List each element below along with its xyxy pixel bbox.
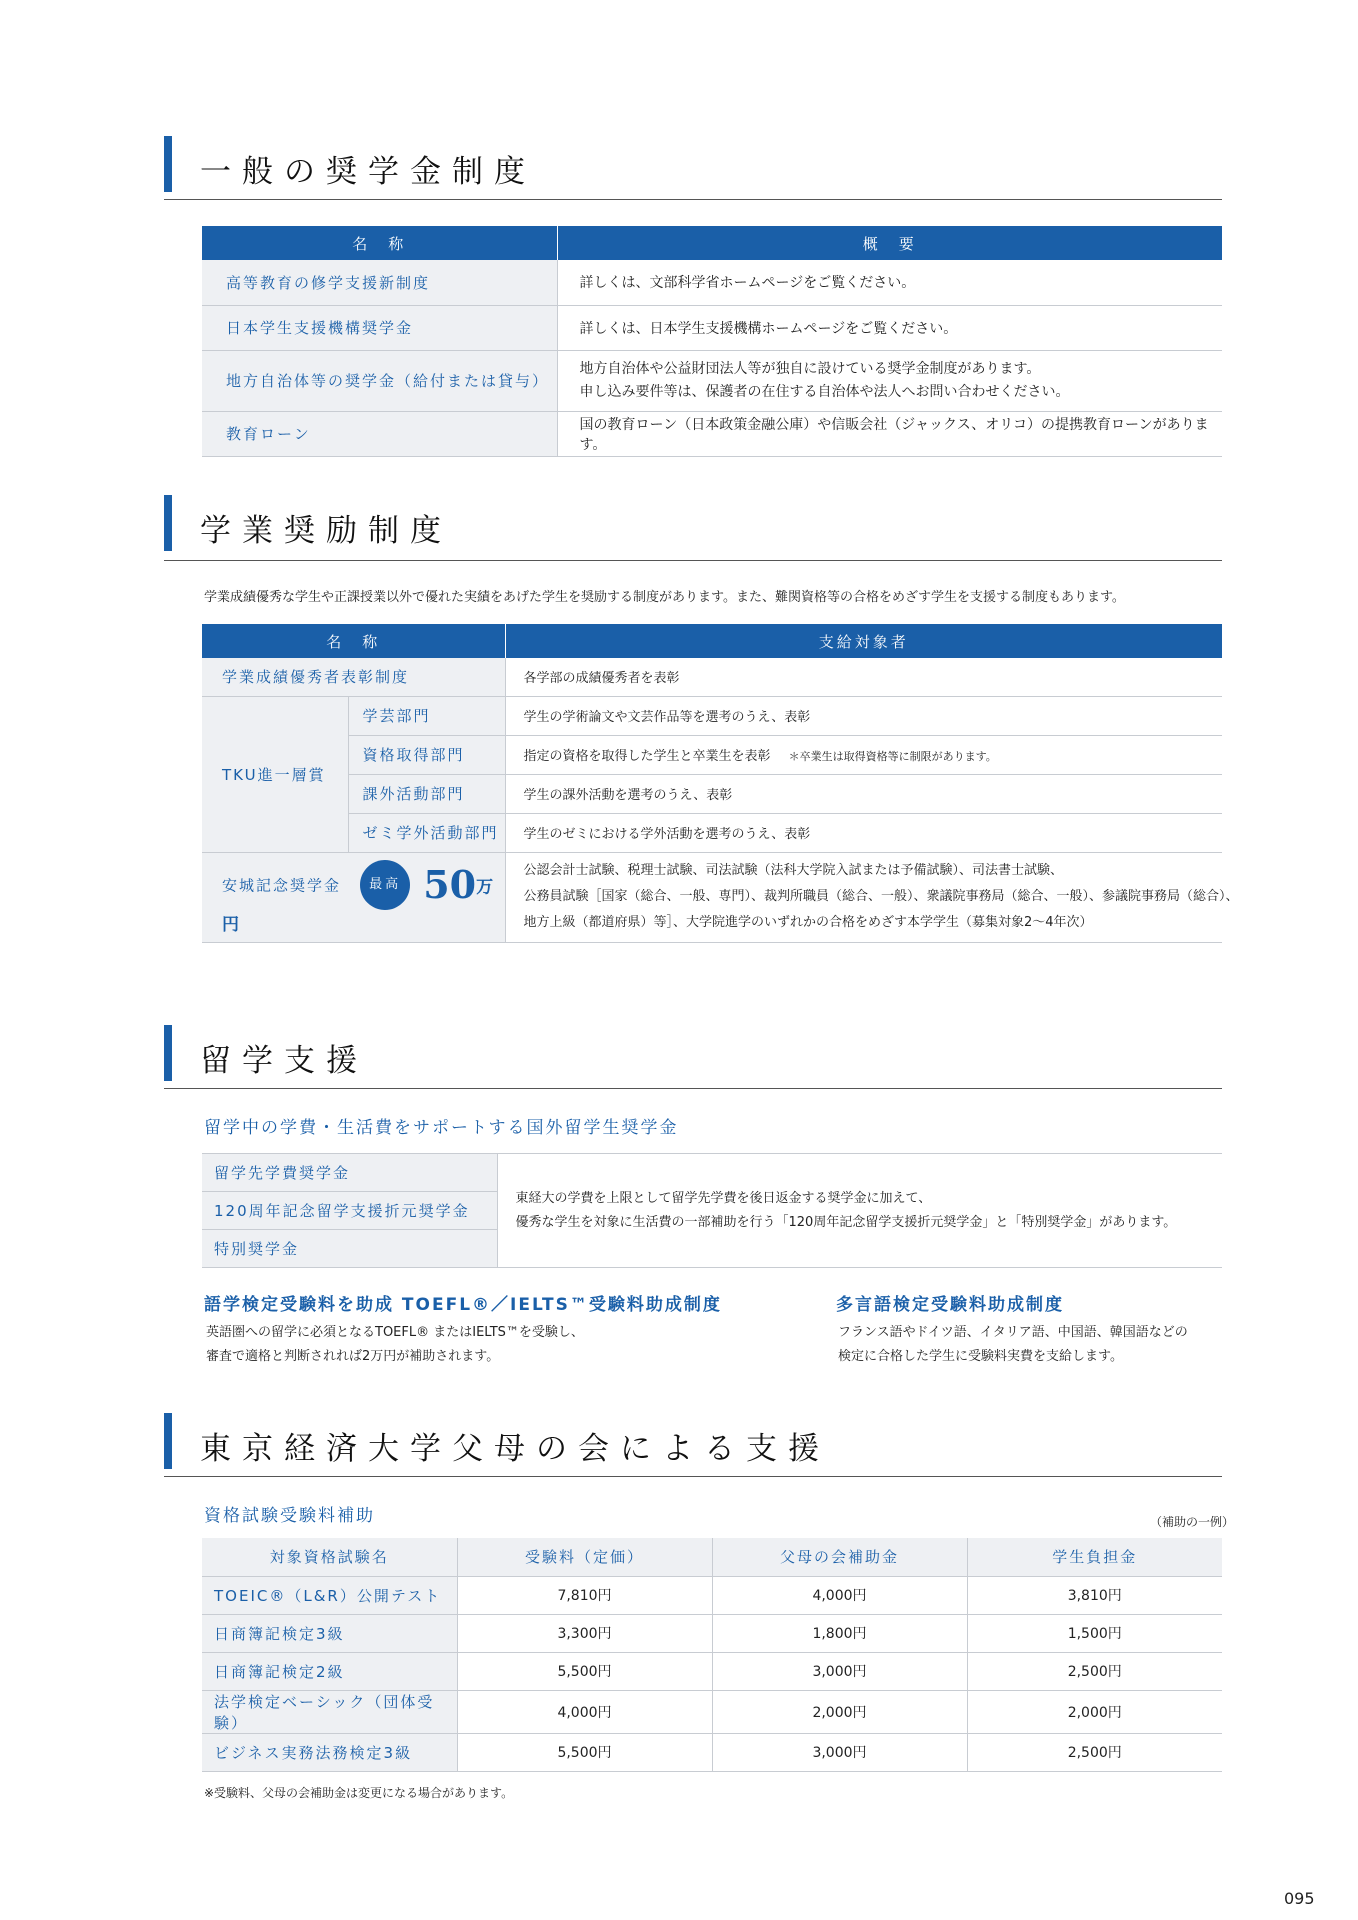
table-row	[202, 411, 1222, 456]
table-row	[202, 696, 1222, 735]
exam-name: TOEIC®（L&R）公開テスト	[202, 1576, 457, 1614]
header-fee: 受験料（定価）	[457, 1538, 712, 1576]
scholarship-summary: 詳しくは、日本学生支援機構ホームページをご覧ください。	[557, 305, 1222, 350]
exam-subsidy: 3,000円	[712, 1733, 967, 1771]
scholarship-name: 日本学生支援機構奨学金	[202, 305, 557, 350]
table-row	[202, 1614, 1222, 1652]
multilang-text	[838, 1321, 1188, 1369]
tku-division: 学芸部門	[348, 696, 505, 735]
amount-unit: 万円	[222, 877, 494, 935]
abroad-item: 特別奨学金	[202, 1230, 497, 1268]
header-summary: 概 要	[557, 226, 1222, 260]
exam-subsidy: 1,800円	[712, 1614, 967, 1652]
exam-fee: 5,500円	[457, 1652, 712, 1690]
exam-fee: 4,000円	[457, 1690, 712, 1733]
exam-name: ビジネス実務法務検定3級	[202, 1733, 457, 1771]
multilang-heading: 多言語検定受験料助成制度	[836, 1295, 1064, 1315]
target-line: 地方上級（都道府県）等］、大学院進学のいずれかの合格をめざす本学学生（募集対象2〜4年次）	[523, 915, 1093, 930]
section-divider	[164, 199, 1222, 200]
exam-fee: 3,300円	[457, 1614, 712, 1652]
academic-award-table	[202, 624, 1239, 943]
table-row	[202, 1733, 1222, 1771]
tku-division: 資格取得部門	[348, 735, 505, 774]
table-row	[202, 350, 1222, 411]
text-line: 検定に合格した学生に受験料実費を支給します。	[838, 1349, 1123, 1364]
exam-student-cost: 2,500円	[967, 1652, 1222, 1690]
target-text: 指定の資格を取得した学生と卒業生を表彰	[523, 749, 771, 764]
table-row	[202, 1154, 1222, 1192]
summary-line: 申し込み要件等は、保護者の在住する自治体や法人へお問い合わせください。	[579, 383, 1070, 400]
max-badge: 最高	[360, 860, 410, 910]
exam-student-cost: 2,500円	[967, 1733, 1222, 1771]
header-target: 支給対象者	[505, 624, 1222, 658]
section-divider	[164, 560, 1222, 561]
table-row	[202, 1576, 1222, 1614]
award-target: 学生の課外活動を選考のうえ、表彰	[505, 774, 1222, 813]
toefl-heading: 語学検定受験料を助成 TOEFL®／IELTS™受験料助成制度	[204, 1295, 722, 1315]
scholarship-summary: 国の教育ローン（日本政策金融公庫）や信販会社（ジャックス、オリコ）の提携教育ローンがあります。	[557, 411, 1222, 456]
award-name: 安城記念奨学金	[222, 876, 342, 894]
exam-student-cost: 1,500円	[967, 1614, 1222, 1652]
scholarship-name: 教育ローン	[202, 411, 557, 456]
academic-intro: 学業成績優秀な学生や正課授業以外で優れた実績をあげた学生を奨励する制度があります。また、難関資格等の合格をめざす学生を支援する制度もあります。	[204, 590, 1125, 605]
section-title-abroad: 留学支援	[200, 1043, 368, 1079]
tku-division: 課外活動部門	[348, 774, 505, 813]
exam-subsidy: 3,000円	[712, 1652, 967, 1690]
abroad-item: 留学先学費奨学金	[202, 1154, 497, 1192]
table-row	[202, 1652, 1222, 1690]
section-title-academic: 学業奨励制度	[200, 513, 452, 549]
header-name: 名 称	[202, 226, 557, 260]
award-target: 学生のゼミにおける学外活動を選考のうえ、表彰	[505, 813, 1222, 852]
anjo-award-cell	[202, 852, 505, 942]
section-marker	[164, 1413, 172, 1469]
text-line: フランス語やドイツ語、イタリア語、中国語、韓国語などの	[838, 1325, 1188, 1340]
tku-award-name: TKU進一層賞	[202, 696, 348, 852]
example-note: （補助の一例）	[1150, 1515, 1235, 1529]
header-subsidy: 父母の会補助金	[712, 1538, 967, 1576]
max-amount: 50	[423, 862, 477, 907]
header-name: 名 称	[202, 624, 505, 658]
award-name: 学業成績優秀者表彰制度	[202, 658, 505, 696]
page-number: 095	[1284, 1889, 1315, 1908]
exam-student-cost: 3,810円	[967, 1576, 1222, 1614]
description-line: 東経大の学費を上限として留学先学費を後日返金する奨学金に加えて、	[515, 1190, 932, 1206]
general-scholarship-table	[202, 226, 1222, 457]
text-line: 審査で適格と判断されれば2万円が補助されます。	[206, 1349, 500, 1364]
exam-fee: 7,810円	[457, 1576, 712, 1614]
target-line: 公務員試験［国家（総合、一般、専門）、裁判所職員（総合、一般）、衆議院事務局（総合、一般）、参議院事務局（総合）、	[523, 889, 1239, 904]
award-target	[505, 852, 1239, 942]
exam-name: 日商簿記検定2級	[202, 1652, 457, 1690]
exam-subsidy: 4,000円	[712, 1576, 967, 1614]
table-row	[202, 305, 1222, 350]
section-marker	[164, 495, 172, 551]
exam-fee: 5,500円	[457, 1733, 712, 1771]
section-marker	[164, 136, 172, 192]
exam-student-cost: 2,000円	[967, 1690, 1222, 1733]
footnote: ※受験料、父母の会補助金は変更になる場合があります。	[204, 1786, 514, 1800]
abroad-subhead: 留学中の学費・生活費をサポートする国外留学生奨学金	[204, 1118, 679, 1138]
description-line: 優秀な学生を対象に生活費の一部補助を行う「120周年記念留学支援折元奨学金」と「特別奨学金」があります。	[515, 1214, 1177, 1230]
table-row	[202, 260, 1222, 305]
toefl-text	[206, 1321, 584, 1369]
abroad-item: 120周年記念留学支援折元奨学金	[202, 1192, 497, 1230]
table-row	[202, 735, 1222, 774]
summary-line: 地方自治体や公益財団法人等が独自に設けている奨学金制度があります。	[579, 360, 1041, 377]
scholarship-name: 高等教育の修学支援新制度	[202, 260, 557, 305]
target-line: 公認会計士試験、税理士試験、司法試験（法科大学院入試または予備試験）、司法書士試験、	[523, 863, 1064, 878]
scholarship-name: 地方自治体等の奨学金（給付または貸与）	[202, 350, 557, 411]
table-row	[202, 813, 1222, 852]
abroad-scholarship-table	[202, 1153, 1222, 1268]
header-exam-name: 対象資格試験名	[202, 1538, 457, 1576]
section-divider	[164, 1476, 1222, 1477]
target-note: ＊卒業生は取得資格等に制限があります。	[788, 750, 997, 763]
section-title-general: 一般の奨学金制度	[200, 154, 536, 190]
tku-division: ゼミ学外活動部門	[348, 813, 505, 852]
exam-subsidy: 2,000円	[712, 1690, 967, 1733]
section-marker	[164, 1025, 172, 1081]
text-line: 英語圏への留学に必須となるTOEFL® またはIELTS™を受験し、	[206, 1325, 584, 1340]
exam-subsidy-table	[202, 1538, 1222, 1772]
exam-name: 法学検定ベーシック（団体受験）	[202, 1690, 457, 1733]
award-target: 学生の学術論文や文芸作品等を選考のうえ、表彰	[505, 696, 1222, 735]
parents-subhead: 資格試験受験料補助	[204, 1506, 375, 1526]
table-row	[202, 774, 1222, 813]
exam-name: 日商簿記検定3級	[202, 1614, 457, 1652]
award-target: 各学部の成績優秀者を表彰	[505, 658, 1222, 696]
header-student: 学生負担金	[967, 1538, 1222, 1576]
section-title-parents: 東京経済大学父母の会による支援	[200, 1431, 830, 1467]
abroad-description	[497, 1154, 1222, 1268]
table-row	[202, 658, 1222, 696]
scholarship-summary	[557, 350, 1222, 411]
award-target	[505, 735, 1222, 774]
table-row	[202, 852, 1222, 942]
scholarship-summary: 詳しくは、文部科学省ホームページをご覧ください。	[557, 260, 1222, 305]
table-row	[202, 1690, 1222, 1733]
section-divider	[164, 1088, 1222, 1089]
